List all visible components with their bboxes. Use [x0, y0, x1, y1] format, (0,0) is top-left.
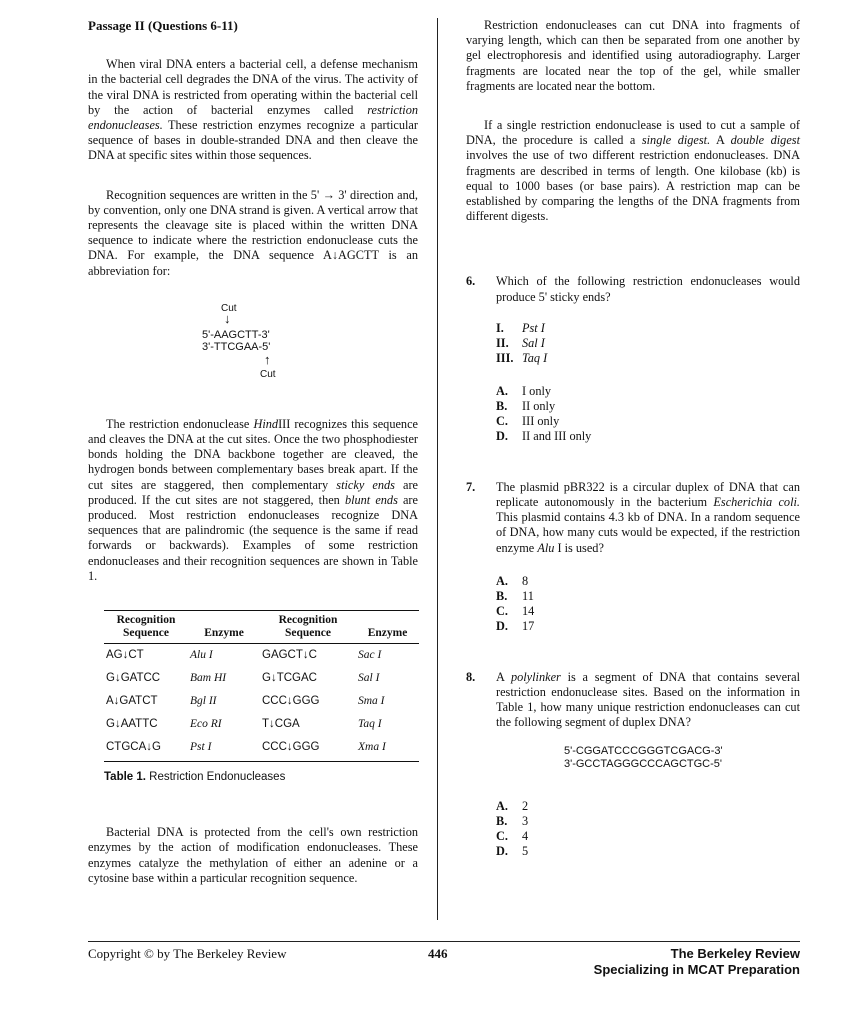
question-number: 8.	[466, 669, 476, 684]
question-number: 6.	[466, 274, 476, 289]
answer-option[interactable]	[496, 384, 800, 399]
recognition-sequence-cell: GAGCT↓C	[262, 649, 317, 662]
table-body	[104, 644, 419, 762]
table-row	[104, 667, 419, 690]
restriction-table	[104, 610, 419, 762]
bottom-strand: 3'-TTCGAA-5'	[202, 340, 271, 353]
option-label: D.	[496, 618, 508, 633]
top-strand: 5'-AAGCTT-3'	[202, 328, 270, 341]
table-row	[104, 644, 419, 668]
answer-option[interactable]	[496, 799, 800, 814]
roman-item	[496, 336, 800, 351]
enzyme-cell: Pst I	[188, 736, 260, 762]
recognition-sequence-cell: CCC↓GGG	[260, 736, 356, 762]
question-8	[466, 670, 800, 859]
table-caption-text: Restriction Endonucleases	[145, 771, 286, 784]
option-text: 5	[522, 843, 529, 858]
enzyme-cell: Eco RI	[190, 718, 222, 731]
col-header-enzyme-2: Enzyme	[356, 611, 419, 644]
answer-option[interactable]	[496, 589, 800, 604]
enzyme-cell: Sal I	[358, 672, 380, 685]
answer-option[interactable]	[496, 574, 800, 589]
answer-option[interactable]	[496, 604, 800, 619]
roman-text: Pst I	[522, 320, 545, 335]
roman-text: Taq I	[522, 350, 548, 365]
enzyme-cell: Xma I	[356, 736, 419, 762]
roman-item	[496, 321, 800, 336]
answer-option[interactable]	[496, 814, 800, 829]
enzyme-cell: Taq I	[358, 718, 382, 731]
col-header-enzyme-1: Enzyme	[188, 611, 260, 644]
polylinker-top-strand: 5'-CGGATCCCGGGTCGACG-3'	[564, 744, 723, 757]
option-text: 3	[522, 813, 529, 828]
passage-paragraph-6: If a single restriction endonuclease is used to cut a sample of DNA, the procedure is called a single digest. A double digest involves the use of two different restriction endonucleases. DNA fragments are described in terms of length. One kilobase (kb) is equal to 1000 bases (or base pairs). A restriction map can be established by comparing the lengths of the DNA fragments from different digests.	[466, 118, 800, 224]
answer-option[interactable]	[496, 399, 800, 414]
question-6	[466, 274, 800, 443]
table-header-row	[104, 611, 419, 644]
option-text: II and III only	[522, 428, 592, 443]
polylinker-bottom-strand: 3'-GCCTAGGGCCCAGCTGC-5'	[564, 757, 723, 770]
option-text: 14	[522, 603, 535, 618]
option-label: B.	[496, 813, 508, 828]
question-stem: The plasmid pBR322 is a circular duplex of DNA that can replicate autonomously in the bacterium Escherichia coli. This plasmid contains 4.3 kb of DNA. In a random sequence of DNA, how many cuts would be expected, if the restriction enzyme Alu I is used?	[496, 479, 800, 555]
recognition-sequence-cell: CCC↓GGG	[262, 695, 320, 708]
passage-heading: Passage II (Questions 6-11)	[88, 18, 238, 33]
passage-paragraph-3: The restriction endonuclease HindIII recognizes this sequence and cleaves the DNA at the cut sites. Once the two phosphodiester bonds holding the DNA backbone together are cleaved, the hydrogen bonds between complementary bases break apart. If the cut sites are staggered, then complementary sticky ends are produced. If the cut sites are not staggered, then blunt ends are produced. Most restriction endonucleases recognize DNA sequences that are palindromic (the sequence is the same if read forwards or backwards). Examples of some restriction endonucleases and their recognition sequences are shown in Table 1.	[88, 416, 419, 583]
col-header-recognition-2: Recognition Sequence	[260, 611, 356, 644]
answer-option[interactable]	[496, 429, 800, 444]
option-label: B.	[496, 588, 508, 603]
table-row	[104, 736, 419, 762]
answer-option[interactable]	[496, 844, 800, 859]
table-row	[104, 690, 419, 713]
cut-label-bottom: Cut	[260, 368, 276, 380]
recognition-sequence-cell: CTGCA↓G	[104, 736, 188, 762]
option-text: 8	[522, 573, 529, 588]
table-caption	[104, 770, 418, 785]
answer-option[interactable]	[496, 414, 800, 429]
polylinker-sequence	[564, 745, 800, 771]
roman-label: III.	[496, 350, 514, 365]
enzyme-cell: Sac I	[358, 649, 382, 662]
recognition-sequence-cell: A↓GATCT	[106, 695, 158, 708]
table-caption-label: Table 1.	[104, 771, 146, 784]
roman-text: Sal I	[522, 335, 545, 350]
left-column	[88, 18, 418, 886]
passage-paragraph-5: Restriction endonucleases can cut DNA into fragments of varying length, which can then be separated from one another by gel electrophoresis and identified using autoradiography. Larger fragments are located near the top of the gel, while smaller fragments are located near the bottom.	[466, 18, 800, 93]
recognition-sequence-cell: G↓TCGAC	[262, 672, 317, 685]
option-text: III only	[522, 413, 560, 428]
column-divider	[437, 18, 438, 920]
col-header-recognition-1: Recognition Sequence	[104, 611, 188, 644]
question-number: 7.	[466, 479, 476, 494]
page-number: 446	[428, 946, 448, 961]
answer-options	[496, 799, 800, 859]
recognition-sequence-cell: T↓CGA	[262, 718, 300, 731]
option-label: C.	[496, 828, 508, 843]
option-label: A.	[496, 798, 508, 813]
option-text: II only	[522, 398, 556, 413]
roman-label: II.	[496, 335, 509, 350]
roman-label: I.	[496, 320, 504, 335]
option-label: B.	[496, 398, 508, 413]
answer-option[interactable]	[496, 829, 800, 844]
footer-copyright: Copyright © by The Berkeley Review	[88, 946, 287, 961]
question-stem: Which of the following restriction endonucleases would produce 5' sticky ends?	[496, 274, 800, 304]
footer-brand: The Berkeley Review	[670, 946, 800, 961]
enzyme-cell: Bgl II	[190, 695, 217, 708]
option-text: 17	[522, 618, 535, 633]
option-label: A.	[496, 573, 508, 588]
roman-choices	[496, 321, 800, 366]
enzyme-cell: Alu I	[190, 649, 213, 662]
option-text: 11	[522, 588, 534, 603]
recognition-sequence-cell: G↓GATCC	[106, 672, 161, 685]
question-stem: A polylinker is a segment of DNA that contains several restriction endonuclease sites. Based on the information in Table 1, how many unique restriction endonucleases can cut the following segment of duplex DNA?	[496, 669, 800, 730]
recognition-sequence-cell: G↓AATTC	[106, 718, 158, 731]
cut-arrow-down: ↓	[224, 310, 231, 326]
table-row	[104, 713, 419, 736]
answer-options	[496, 384, 800, 444]
footer-rule	[88, 941, 800, 942]
option-text: 4	[522, 828, 529, 843]
passage-paragraph-2: Recognition sequences are written in the 5' → 3' direction and, by convention, only one DNA strand is given. A vertical arrow that represents the cleavage site is placed within the written DNA sequence to indicate where the restriction endonuclease cuts the DNA. For example, the DNA sequence A↓AGCTT is an abbreviation for:	[88, 187, 418, 278]
recognition-sequence-cell: AG↓CT	[106, 649, 144, 662]
footer-brand-block	[594, 946, 800, 978]
option-label: C.	[496, 603, 508, 618]
option-text: 2	[522, 798, 529, 813]
cut-label-top: Cut	[221, 302, 237, 314]
roman-item	[496, 351, 800, 366]
answer-options	[496, 574, 800, 634]
passage-paragraph-1: When viral DNA enters a bacterial cell, a defense mechanism in the bacterial cell degrades the DNA of the virus. The activity of the viral DNA is restricted from operating within the bacterial cell by the action of bacterial enzymes called restriction endonucleases. These restriction enzymes recognize a particular sequence of bases in double-stranded DNA and then cleave the DNA at specific sites within those sequences.	[88, 57, 418, 163]
answer-option[interactable]	[496, 619, 800, 634]
option-label: C.	[496, 413, 508, 428]
footer-tagline: Specializing in MCAT Preparation	[593, 962, 800, 977]
option-label: A.	[496, 383, 508, 398]
cut-arrow-up: ↑	[264, 351, 271, 367]
passage-paragraph-4: Bacterial DNA is protected from the cell's own restriction enzymes by the action of modification endonucleases. These enzymes catalyze the methylation of either an adenine or a cytosine base within a particular recognition sequence.	[88, 825, 418, 885]
question-7	[466, 480, 800, 634]
option-label: D.	[496, 428, 508, 443]
enzyme-cell: Bam HI	[190, 672, 227, 685]
enzyme-cell: Sma I	[358, 695, 385, 708]
option-label: D.	[496, 843, 508, 858]
option-text: I only	[522, 383, 552, 398]
dna-cut-figure	[88, 297, 418, 407]
right-column	[466, 18, 800, 859]
